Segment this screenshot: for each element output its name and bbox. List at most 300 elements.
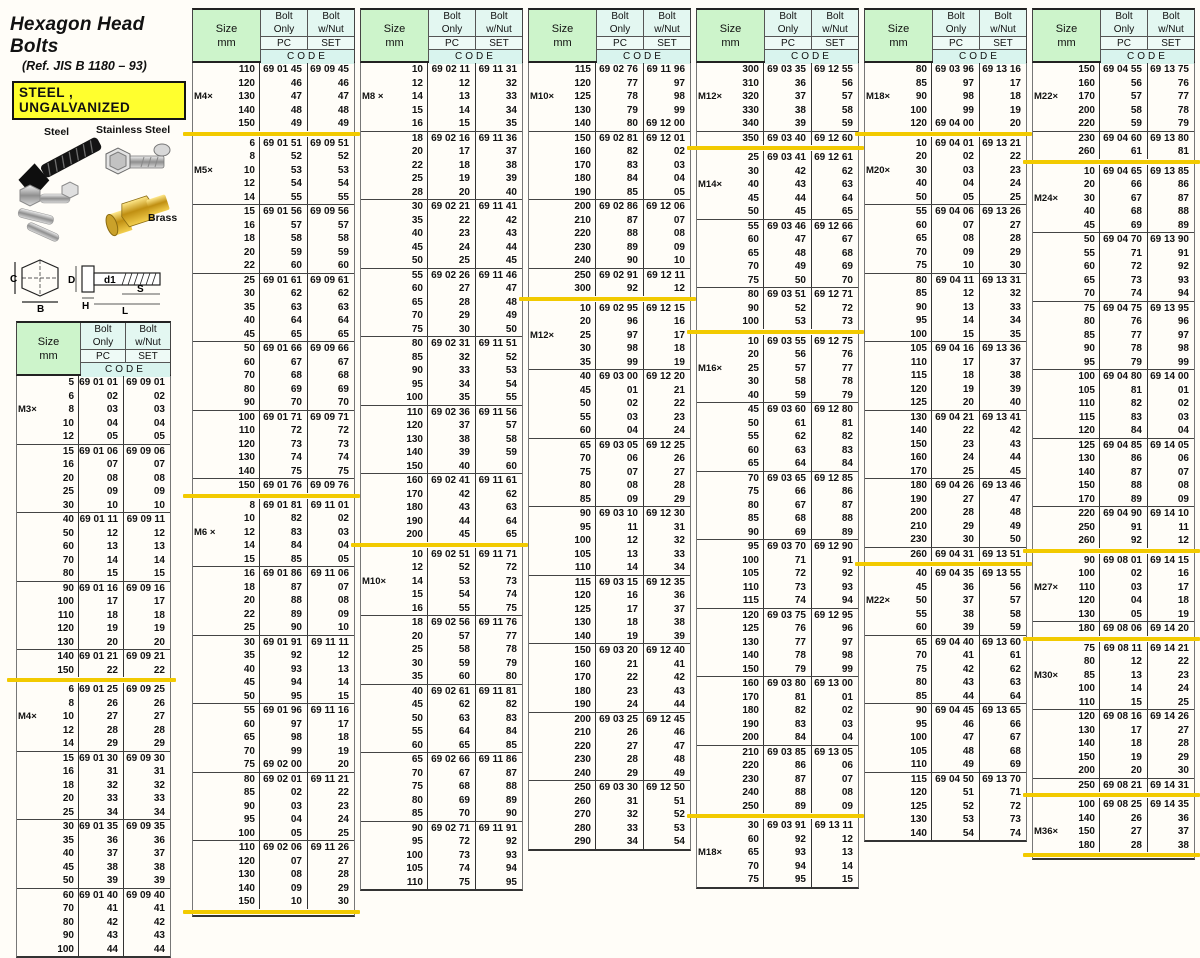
length-mm: 85 bbox=[224, 786, 260, 800]
thread-size-prefix bbox=[1033, 594, 1064, 608]
thread-size-prefix bbox=[193, 356, 224, 370]
length-mm: 120 bbox=[1064, 710, 1100, 724]
bolt-only-pc-code: 05 bbox=[260, 827, 308, 841]
thread-size-prefix bbox=[193, 259, 224, 273]
table-row bbox=[1033, 581, 1194, 595]
length-mm: 15 bbox=[392, 588, 428, 602]
thread-size-prefix bbox=[697, 485, 728, 499]
length-mm: 50 bbox=[45, 874, 79, 888]
bolt-only-pc-code: 17 bbox=[932, 356, 980, 370]
bolt-only-pc-code: 35 bbox=[428, 391, 476, 405]
table-row bbox=[193, 205, 354, 219]
thread-size-prefix bbox=[529, 835, 560, 849]
table-row bbox=[361, 643, 522, 657]
table-row bbox=[529, 104, 690, 118]
table-row bbox=[697, 873, 858, 887]
table-row bbox=[529, 835, 690, 849]
bolt-wnut-set-code: 21 bbox=[673, 384, 685, 396]
bolt-only-pc-code: 22 bbox=[428, 214, 476, 228]
thread-size-prefix bbox=[1033, 315, 1064, 329]
bolt-wnut-set-code: 11 bbox=[1178, 521, 1189, 533]
length-mm: 150 bbox=[896, 438, 932, 452]
code-header: CODE bbox=[933, 50, 1026, 64]
thread-size-prefix bbox=[697, 348, 728, 362]
table-row bbox=[865, 117, 1026, 131]
table-row bbox=[865, 676, 1026, 690]
length-mm: 180 bbox=[392, 501, 428, 515]
bolt-wnut-set-code: 69 11 21 bbox=[310, 773, 349, 785]
table-row bbox=[193, 191, 354, 205]
bolt-wnut-set-code: 02 bbox=[337, 513, 349, 524]
bolt-only-pc-code: 04 bbox=[79, 417, 124, 431]
bolt-wnut-set-code: 69 13 70 bbox=[982, 773, 1021, 785]
bolt-only-pc-code: 10 bbox=[79, 499, 124, 513]
thread-size-prefix bbox=[1033, 356, 1064, 370]
thread-size-prefix bbox=[865, 205, 896, 219]
table-row bbox=[865, 827, 1026, 841]
bolt-only-pc-code: 66 bbox=[764, 485, 812, 499]
bolt-only-pc-code: 69 04 21 bbox=[932, 411, 980, 425]
bolt-only-pc-code: 05 bbox=[79, 430, 124, 444]
bolt-wnut-set-code: 50 bbox=[1009, 534, 1021, 545]
table-row bbox=[865, 104, 1026, 118]
bolt-only-pc-code: 69 01 51 bbox=[260, 137, 308, 151]
thread-size-prefix bbox=[697, 315, 728, 329]
bolt-only-pc-code: 69 02 56 bbox=[428, 616, 476, 630]
thread-size-prefix bbox=[361, 159, 392, 173]
table-row bbox=[697, 63, 858, 77]
bolt-only-pc-code: 89 bbox=[260, 608, 308, 622]
bolt-only-pc-code: 43 bbox=[932, 676, 980, 690]
thread-size-prefix bbox=[361, 876, 392, 890]
table-row bbox=[865, 506, 1026, 520]
thread-size-prefix bbox=[697, 375, 728, 389]
length-mm: 180 bbox=[560, 172, 596, 186]
bolt-wnut-set-code: 34 bbox=[1009, 315, 1021, 326]
thread-size-prefix bbox=[361, 63, 392, 77]
table-row bbox=[865, 567, 1026, 581]
thread-size-prefix: M12× bbox=[530, 329, 555, 341]
bolt-wnut-set-code: 69 13 55 bbox=[982, 568, 1021, 579]
pc-header: PC bbox=[597, 37, 643, 50]
bolt-wnut-set-code: 43 bbox=[673, 685, 685, 697]
bolt-wnut-set-code: 42 bbox=[153, 916, 165, 928]
table-row bbox=[17, 458, 170, 472]
bolt-only-pc-code: 69 02 95 bbox=[596, 302, 644, 316]
thread-size-prefix bbox=[193, 718, 224, 732]
table-row bbox=[697, 594, 858, 608]
length-mm: 85 bbox=[392, 807, 428, 821]
stainless-bolt-photo bbox=[106, 144, 170, 174]
table-row bbox=[193, 608, 354, 622]
table-row bbox=[697, 457, 858, 471]
length-mm: 85 bbox=[896, 690, 932, 704]
table-row bbox=[865, 396, 1026, 410]
length-mm: 130 bbox=[224, 451, 260, 465]
bolt-wnut-set-code: 33 bbox=[1009, 301, 1021, 313]
thread-size-prefix bbox=[1033, 342, 1064, 356]
table-row bbox=[1033, 247, 1194, 261]
length-mm: 55 bbox=[896, 205, 932, 219]
bolt-only-pc-code: 15 bbox=[428, 117, 476, 131]
bolt-wnut-set-code: 46 bbox=[673, 727, 685, 738]
bolt-only-pc-code: 29 bbox=[932, 520, 980, 534]
length-mm: 14 bbox=[224, 539, 260, 553]
thread-size-prefix bbox=[361, 657, 392, 671]
thread-size-prefix bbox=[17, 861, 45, 875]
length-mm: 65 bbox=[728, 247, 764, 261]
length-mm: 130 bbox=[1064, 452, 1100, 466]
thread-size-prefix bbox=[1033, 397, 1064, 411]
bolt-wnut-set-code: 84 bbox=[841, 458, 853, 469]
thread-size-prefix bbox=[529, 315, 560, 329]
bolt-wnut-set-code: 19 bbox=[1177, 608, 1189, 620]
table-row bbox=[697, 165, 858, 179]
bolt-wnut-set-code: 69 09 66 bbox=[310, 343, 349, 354]
length-mm: 50 bbox=[896, 594, 932, 608]
table-row bbox=[361, 588, 522, 602]
table-row bbox=[697, 663, 858, 677]
bolt-wnut-set-code: 07 bbox=[673, 214, 685, 226]
bolt-only-pc-code: 03 bbox=[932, 164, 980, 178]
table-row bbox=[17, 834, 170, 848]
bolt-wnut-set-code: 69 11 11 bbox=[311, 636, 349, 648]
thread-size-prefix bbox=[865, 342, 896, 356]
length-mm: 90 bbox=[728, 526, 764, 540]
thread-size-prefix bbox=[1033, 205, 1064, 219]
bolt-only-pc-code: 15 bbox=[1100, 696, 1148, 710]
bolt-wnut-set-code: 81 bbox=[1177, 146, 1189, 157]
table-row bbox=[361, 739, 522, 753]
length-mm: 60 bbox=[45, 889, 79, 903]
length-mm: 12 bbox=[45, 430, 79, 444]
bolt-only-pc-code: 69 02 41 bbox=[428, 474, 476, 488]
bolt-wnut-set-code: 82 bbox=[841, 431, 853, 442]
table-row bbox=[17, 664, 170, 678]
bolt-only-pc-code: 13 bbox=[79, 540, 124, 554]
bolt-wnut-set-code: 28 bbox=[1009, 233, 1021, 244]
table-row bbox=[193, 499, 354, 513]
bolt-wnut-set-code: 24 bbox=[337, 814, 349, 825]
bolt-only-pc-code: 69 02 76 bbox=[596, 63, 644, 77]
table-row bbox=[361, 657, 522, 671]
table-row bbox=[193, 356, 354, 370]
bolt-wnut-set-code: 33 bbox=[673, 548, 685, 560]
bolt-only-pc-code: 33 bbox=[596, 822, 644, 836]
bolt-only-pc-code: 08 bbox=[260, 868, 308, 882]
length-mm: 85 bbox=[896, 77, 932, 91]
length-mm: 350 bbox=[728, 132, 764, 146]
length-mm: 120 bbox=[728, 609, 764, 623]
length-mm: 40 bbox=[896, 567, 932, 581]
pc-header: PC bbox=[429, 37, 475, 50]
length-mm: 100 bbox=[728, 554, 764, 568]
bolt-only-pc-code: 27 bbox=[79, 710, 124, 724]
length-mm: 130 bbox=[896, 813, 932, 827]
thread-size-prefix bbox=[865, 117, 896, 131]
bolt-wnut-set-code: 69 11 06 bbox=[310, 568, 349, 579]
table-row bbox=[697, 104, 858, 118]
table-row bbox=[529, 302, 690, 316]
length-mm: 180 bbox=[728, 704, 764, 718]
length-mm: 250 bbox=[1064, 521, 1100, 535]
bolt-only-pc-code: 10 bbox=[932, 259, 980, 273]
length-mm: 25 bbox=[728, 151, 764, 165]
thread-size-prefix: M3× bbox=[18, 404, 37, 415]
length-mm: 110 bbox=[224, 424, 260, 438]
bolt-only-pc-code: 69 04 75 bbox=[1100, 302, 1148, 316]
length-mm: 190 bbox=[560, 698, 596, 712]
code-table-5 bbox=[864, 8, 1027, 958]
table-row bbox=[529, 132, 690, 146]
thread-size-prefix bbox=[1033, 63, 1064, 77]
length-mm: 115 bbox=[560, 63, 596, 77]
bolt-only-pc-code: 58 bbox=[260, 232, 308, 246]
bolt-only-pc-code: 69 04 55 bbox=[1100, 63, 1148, 77]
code-tables-area bbox=[186, 8, 1195, 958]
bolt-only-pc-code: 70 bbox=[260, 396, 308, 410]
length-mm: 90 bbox=[392, 364, 428, 378]
bolt-only-pc-code: 82 bbox=[1100, 397, 1148, 411]
length-mm: 80 bbox=[728, 288, 764, 302]
bolt-wnut-set-code: 13 bbox=[841, 847, 853, 858]
bolt-wnut-set-code: 74 bbox=[505, 589, 517, 600]
table-row bbox=[1033, 608, 1194, 622]
length-mm: 110 bbox=[896, 758, 932, 772]
length-mm: 90 bbox=[896, 90, 932, 104]
bolt-only-pc-code: 64 bbox=[764, 457, 812, 471]
thread-size-prefix bbox=[1033, 411, 1064, 425]
bolt-only-pc-code: 69 03 46 bbox=[764, 220, 812, 234]
thread-size-prefix bbox=[529, 269, 560, 283]
length-mm: 105 bbox=[728, 567, 764, 581]
bolt-wnut-set-code: 69 12 00 bbox=[646, 118, 685, 129]
bolt-wnut-set-code: 42 bbox=[505, 214, 517, 226]
bolt-wnut-set-code: 04 bbox=[673, 173, 685, 184]
table-row bbox=[361, 159, 522, 173]
length-mm: 130 bbox=[224, 90, 260, 104]
yellow-section-separator bbox=[1023, 853, 1200, 857]
table-row bbox=[361, 214, 522, 228]
length-mm: 190 bbox=[896, 493, 932, 507]
thread-size-prefix bbox=[1033, 655, 1064, 669]
bolt-wnut-set-code: 89 bbox=[841, 526, 853, 538]
length-mm: 160 bbox=[560, 145, 596, 159]
bolt-wnut-set-code: 49 bbox=[1009, 520, 1021, 532]
bolt-wnut-set-code: 69 12 11 bbox=[646, 269, 685, 281]
length-mm: 20 bbox=[224, 594, 260, 608]
length-mm: 90 bbox=[728, 302, 764, 316]
thread-size-prefix bbox=[865, 191, 896, 205]
bolt-only-pc-code: 94 bbox=[764, 860, 812, 874]
thread-size-prefix bbox=[697, 731, 728, 745]
length-mm: 140 bbox=[896, 424, 932, 438]
bolt-wnut-set-code: 49 bbox=[337, 118, 349, 129]
thread-size-prefix bbox=[865, 608, 896, 622]
bolt-wnut-set-code: 02 bbox=[153, 390, 165, 402]
thread-size-prefix bbox=[193, 827, 224, 841]
thread-size-prefix bbox=[17, 595, 45, 609]
thread-size-prefix bbox=[865, 104, 896, 118]
length-mm: 95 bbox=[392, 835, 428, 849]
length-mm: 105 bbox=[896, 342, 932, 356]
thread-size-prefix bbox=[697, 220, 728, 234]
table-row bbox=[865, 219, 1026, 233]
length-mm: 120 bbox=[224, 77, 260, 91]
length-mm: 60 bbox=[560, 424, 596, 438]
thread-size-prefix bbox=[865, 274, 896, 288]
bolt-wnut-set-code: 69 09 06 bbox=[126, 445, 165, 457]
length-mm: 70 bbox=[1064, 287, 1100, 301]
thread-size-prefix bbox=[865, 438, 896, 452]
length-mm: 130 bbox=[45, 636, 79, 650]
bolt-only-pc-code: 70 bbox=[428, 807, 476, 821]
thread-size-prefix bbox=[697, 233, 728, 247]
length-mm: 100 bbox=[1064, 567, 1100, 581]
bolt-only-pc-code: 92 bbox=[1100, 534, 1148, 548]
bolt-wnut-set-code: 69 13 85 bbox=[1150, 165, 1189, 177]
bolt-only-pc-code: 57 bbox=[1100, 90, 1148, 104]
bolt-wnut-set-code: 69 12 90 bbox=[814, 541, 853, 552]
thread-size-prefix bbox=[697, 302, 728, 316]
bolt-only-pc-code: 69 01 61 bbox=[260, 274, 308, 288]
length-mm: 60 bbox=[224, 718, 260, 732]
thread-size-prefix bbox=[17, 485, 45, 499]
bolt-wnut-set-code: 12 bbox=[673, 283, 685, 294]
bolt-only-pc-code: 88 bbox=[596, 227, 644, 241]
length-mm: 18 bbox=[392, 616, 428, 630]
bolt-wnut-set-code: 97 bbox=[841, 636, 853, 648]
bolt-wnut-set-code: 69 12 60 bbox=[814, 132, 853, 144]
bolt-wnut-set-code: 49 bbox=[505, 310, 517, 321]
length-mm: 30 bbox=[224, 636, 260, 650]
thread-size-prefix bbox=[17, 929, 45, 943]
table-row bbox=[529, 795, 690, 809]
bolt-wnut-set-code: 96 bbox=[1177, 316, 1189, 327]
bolt-only-pc-code: 19 bbox=[932, 383, 980, 397]
bolt-only-pc-code: 26 bbox=[596, 726, 644, 740]
length-mm: 220 bbox=[560, 740, 596, 754]
length-mm: 85 bbox=[560, 493, 596, 507]
length-mm: 150 bbox=[45, 664, 79, 678]
table-row bbox=[697, 362, 858, 376]
bolt-wnut-set-code: 69 14 05 bbox=[1150, 439, 1189, 451]
bolt-only-pc-code: 71 bbox=[1100, 247, 1148, 261]
bolt-wnut-set-code: 24 bbox=[673, 425, 685, 436]
bolt-wnut-set-code: 06 bbox=[1177, 453, 1189, 464]
table-row bbox=[361, 630, 522, 644]
bolt-wnut-set-code: 24 bbox=[1177, 683, 1189, 694]
bolt-wnut-set-code: 87 bbox=[1177, 192, 1189, 204]
steel-label: Steel bbox=[44, 126, 70, 138]
bolt-wnut-set-code: 78 bbox=[841, 376, 853, 387]
bolt-wnut-set-code: 73 bbox=[505, 575, 517, 587]
bolt-only-pc-code: 69 08 01 bbox=[1100, 554, 1148, 568]
bolt-wnut-set-code: 33 bbox=[505, 91, 517, 102]
bolt-wnut-set-code: 07 bbox=[337, 581, 349, 593]
bolt-wnut-set-code: 69 09 40 bbox=[126, 889, 165, 901]
bolt-wnut-set-code: 37 bbox=[1177, 826, 1189, 837]
table-row bbox=[17, 710, 170, 724]
bolt-wnut-set-code: 69 13 26 bbox=[982, 206, 1021, 217]
thread-size-prefix bbox=[865, 301, 896, 315]
thread-size-prefix bbox=[1033, 329, 1064, 343]
bolt-only-pc-code: 08 bbox=[596, 479, 644, 493]
thread-size-prefix bbox=[697, 860, 728, 874]
thread-size-prefix bbox=[17, 874, 45, 888]
svg-text:d1: d1 bbox=[104, 275, 116, 286]
bolt-only-pc-code: 69 02 00 bbox=[260, 758, 308, 772]
bolt-wnut-set-code: 69 11 16 bbox=[310, 705, 349, 716]
bolt-only-pc-code: 49 bbox=[932, 758, 980, 772]
bolt-wnut-set-code: 69 12 75 bbox=[814, 335, 853, 347]
thread-size-prefix bbox=[193, 704, 224, 718]
thread-size-prefix bbox=[193, 191, 224, 205]
table-row bbox=[361, 794, 522, 808]
length-mm: 150 bbox=[1064, 479, 1100, 493]
thread-size-prefix bbox=[529, 117, 560, 131]
thread-size-prefix bbox=[193, 800, 224, 814]
yellow-section-separator bbox=[1023, 160, 1200, 164]
bolt-only-pc-code: 83 bbox=[260, 526, 308, 540]
bolt-only-pc-code: 28 bbox=[932, 506, 980, 520]
bolt-only-pc-code: 30 bbox=[428, 323, 476, 337]
thread-size-prefix bbox=[865, 676, 896, 690]
bolt-only-pc-code: 69 02 01 bbox=[260, 773, 308, 787]
length-mm: 15 bbox=[224, 205, 260, 219]
length-mm: 18 bbox=[224, 581, 260, 595]
bolt-wnut-set-code: 43 bbox=[505, 228, 517, 239]
bolt-wnut-set-code: 85 bbox=[505, 739, 517, 751]
bolt-wnut-set-code: 68 bbox=[841, 247, 853, 259]
bolt-wnut-set-code: 73 bbox=[1009, 814, 1021, 825]
length-mm: 95 bbox=[392, 378, 428, 392]
bolt-wnut-set-code: 06 bbox=[841, 760, 853, 771]
thread-size-prefix bbox=[193, 104, 224, 118]
set-header: SET bbox=[307, 37, 354, 50]
bolt-only-pc-code: 53 bbox=[260, 164, 308, 178]
length-mm: 120 bbox=[224, 855, 260, 869]
bolt-wnut-set-code: 18 bbox=[673, 343, 685, 354]
table-row bbox=[529, 214, 690, 228]
table-row bbox=[361, 406, 522, 420]
length-mm: 120 bbox=[45, 622, 79, 636]
bolt-wnut-set-code: 69 11 61 bbox=[478, 475, 517, 486]
bolt-wnut-set-code: 64 bbox=[1009, 690, 1021, 702]
bolt-wnut-set-code: 30 bbox=[337, 896, 349, 907]
table-row bbox=[361, 515, 522, 529]
bolt-only-pc-code: 76 bbox=[1100, 315, 1148, 329]
bolt-wnut-set-code: 40 bbox=[1009, 397, 1021, 408]
bolt-only-pc-code: 69 01 16 bbox=[79, 582, 124, 596]
table-row bbox=[361, 876, 522, 890]
length-mm: 250 bbox=[1064, 779, 1100, 793]
table-row bbox=[865, 704, 1026, 718]
thread-size-prefix bbox=[193, 342, 224, 356]
bolt-wnut-set-code: 69 09 21 bbox=[126, 651, 165, 662]
table-row bbox=[193, 758, 354, 772]
thread-size-prefix bbox=[17, 567, 45, 581]
bolt-wnut-set-code: 44 bbox=[153, 943, 165, 955]
thread-size-prefix bbox=[1033, 287, 1064, 301]
length-mm: 65 bbox=[728, 457, 764, 471]
table-row bbox=[17, 861, 170, 875]
length-mm: 115 bbox=[896, 773, 932, 787]
bolt-wnut-set-code: 23 bbox=[1009, 164, 1021, 176]
bolt-wnut-set-code: 69 12 35 bbox=[646, 576, 685, 588]
length-mm: 16 bbox=[224, 219, 260, 233]
thread-size-prefix bbox=[529, 808, 560, 822]
